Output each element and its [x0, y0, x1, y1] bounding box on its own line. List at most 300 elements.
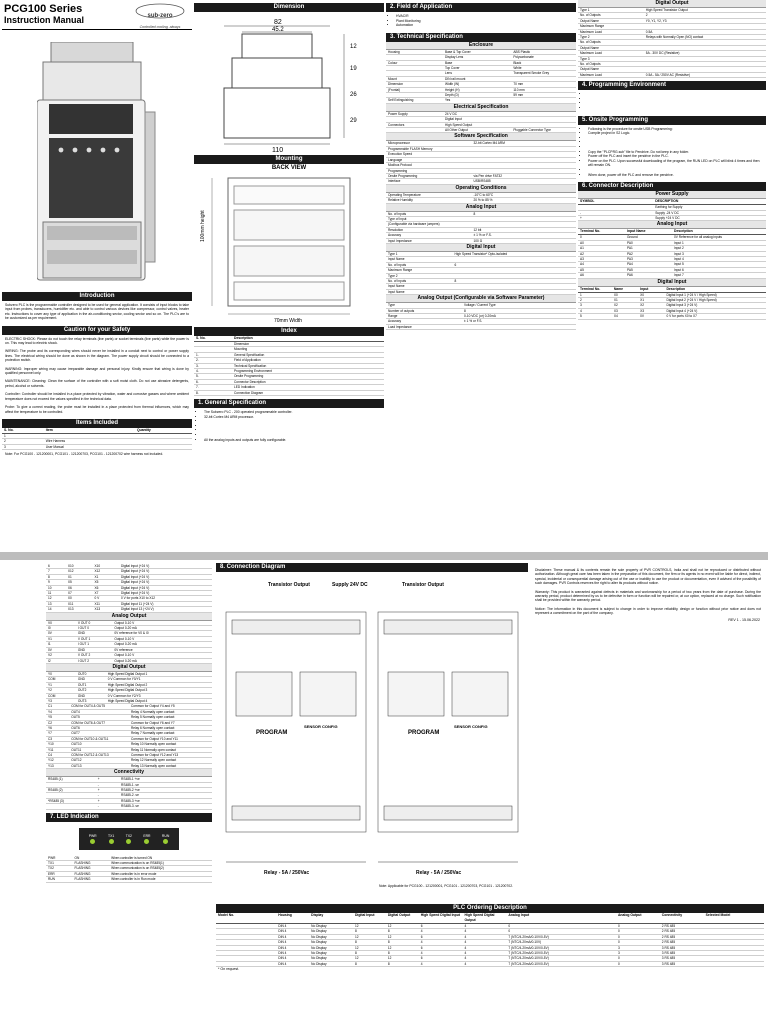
led-cell: PWR — [48, 855, 56, 860]
relay-output-cell: Relay 11 Normally open contact — [130, 747, 176, 752]
safety-paragraph: WARNING: Improper wiring may cause irreparable damage and personal injury. Kindly ensure that wiring is done by qualified personnel only. — [5, 366, 189, 376]
software-cell — [472, 158, 577, 162]
analog-input-conn-cell: Input 4 — [674, 257, 684, 262]
connectivity-cell: - — [97, 793, 99, 798]
analog-output-conn-cell: 0V — [48, 647, 52, 652]
onsite-step-item: • When done, power off the PLC and remove the pendrive. — [588, 173, 763, 178]
connectivity-cell: + — [97, 777, 100, 782]
led-panel — [46, 824, 212, 854]
ordering-cell: 8 — [354, 961, 357, 966]
digital-input-conn-cell: 5 — [580, 314, 582, 319]
connectivity-cell: RS485-3 +ve — [121, 798, 140, 803]
relay-output-cell: OUT10 — [71, 742, 82, 747]
enclosure-cell: Lens — [445, 71, 452, 76]
items-column-header: S. No. — [4, 427, 14, 432]
digital-output-conn-cell: GND — [77, 693, 85, 698]
analog-output-conn-table — [46, 621, 212, 664]
items-column-header: Quantity — [136, 427, 151, 432]
digital-input-continued-cell: X10 — [94, 564, 101, 568]
relay-output-cell: C4 — [48, 753, 53, 757]
digital-input-conn-cell: X2 — [613, 303, 618, 308]
enclosure-cell: Base — [445, 60, 453, 65]
items-cell — [135, 439, 192, 443]
digital-output-spec-cell: Type 3 — [580, 56, 590, 61]
ordering-cell: 4 — [464, 940, 467, 945]
ordering-cell — [216, 940, 276, 944]
digital-output-spec-cell: No. of Outputs — [580, 62, 601, 67]
digital-output-spec-cell: 0.5A — [645, 29, 653, 34]
digital-input-continued-table — [46, 564, 212, 613]
tech-spec-header: 3. Technical Specification — [386, 33, 576, 42]
software-cell — [472, 163, 577, 167]
analog-input-cell: Resolution — [388, 227, 404, 232]
relay-output-cell: Common for Output Y4 and Y5 — [130, 704, 175, 709]
digital-input-cell: 8 — [454, 279, 457, 283]
ordering-cell: 3 RS 485 — [661, 961, 676, 966]
digital-output-spec-table — [578, 8, 766, 78]
index-cell: 4. — [196, 369, 199, 374]
led-indicator — [162, 834, 169, 844]
digital-input-continued-cell: Digital Input (+24 V) — [121, 574, 150, 579]
digital-input-conn-cell: Digital Input 3 (+24 V) — [666, 303, 698, 308]
column-connectors — [578, 0, 766, 552]
electrical-cell: All Other Output — [445, 128, 468, 133]
analog-input-conn-cell: PA5 — [627, 267, 633, 272]
digital-input-table — [386, 252, 576, 295]
dg-relay-r-label: Relay - 5A / 250Vac — [416, 870, 462, 876]
mounting-drawing-svg — [194, 172, 384, 324]
dg-prog-l-label: PROGRAM — [256, 730, 288, 736]
ordering-cell: 0 — [508, 924, 511, 928]
ordering-cell — [704, 929, 764, 933]
connectivity-cell: + — [97, 798, 100, 803]
digital-output-spec-cell: Y0, Y1, Y2, Y3 — [645, 18, 667, 23]
dimension-drawing-svg — [194, 12, 384, 152]
digital-input-conn-cell: X1 — [613, 298, 618, 303]
analog-input-conn-cell: PA0 — [627, 240, 633, 245]
plc-device-illustration — [37, 42, 157, 282]
digital-input-continued-cell: Digital Input (+24 V) — [121, 564, 150, 568]
digital-input-continued-cell: X1 — [67, 574, 72, 579]
digital-input-continued-cell: X5 — [67, 580, 72, 585]
ordering-cell: DIN 4 — [278, 934, 287, 939]
analog-input-conn-cell: PA4 — [627, 262, 633, 267]
digital-input-conn-row — [578, 314, 766, 319]
analog-output-conn-cell: Output 0-10 V — [114, 636, 135, 641]
digital-input-continued-cell: 13 — [48, 601, 52, 606]
led-cell: When controller is turned ON — [111, 855, 153, 860]
connectivity-cell: RS485-2 +ve — [121, 788, 140, 793]
analog-input-cell: No. of Inputs — [388, 211, 407, 216]
onsite-header: 5. Onsite Programming — [578, 116, 766, 125]
items-cell: User Manual — [45, 444, 64, 449]
connectivity-cell: *RS485 (3) — [48, 798, 64, 803]
device-image — [2, 34, 192, 289]
electrical-cell — [386, 117, 443, 121]
dimension-drawing — [194, 12, 384, 152]
onsite-step-item: • Following is the procedure for onsite USB Programming: — [588, 127, 763, 132]
index-cell: 7. — [196, 385, 199, 390]
index-cell: 1. — [196, 352, 199, 357]
analog-input-conn-cell: Input 7 — [674, 273, 684, 278]
software-cell: via Pen drive FAT32 — [473, 173, 502, 178]
digital-input-continued-cell: Digital Input 13 (+24 V) — [121, 607, 154, 612]
ordering-column-header: Analog Output — [617, 913, 642, 917]
digital-input-conn-cell: Digital Input 1 (+24 V / High Speed) — [666, 292, 717, 297]
led-cell: ON — [74, 855, 80, 860]
analog-input-conn-cell: A3 — [580, 257, 584, 262]
ordering-cell: 2 RS 485 — [661, 924, 676, 928]
relay-output-cell: OUT12 — [71, 758, 82, 763]
mount-height-label: 100mm height — [200, 210, 206, 242]
digital-output-conn-cell: High Speed Digital Output 3 — [107, 688, 148, 693]
connectivity-cell: - — [97, 804, 99, 809]
digital-input-continued-cell: 7 — [48, 569, 50, 574]
ordering-cell: 12 — [354, 956, 359, 961]
led-indicator — [126, 834, 132, 844]
ordering-cell: DIN 4 — [278, 961, 287, 966]
analog-input-conn-cell: A5 — [580, 267, 584, 272]
digital-input-continued-cell: X13 — [67, 607, 74, 612]
digital-input-continued-cell: X1 — [94, 574, 99, 579]
ordering-footnote: * On request. — [218, 967, 240, 972]
ordering-cell — [704, 924, 764, 928]
digital-input-continued-cell: Digital Input (+24 V) — [121, 580, 150, 585]
enclosure-cell — [386, 55, 443, 59]
led-cell: ERR — [48, 871, 55, 876]
digital-input-conn-cell: X3 — [613, 308, 618, 313]
enclosure-cell: Black — [513, 60, 522, 65]
analog-output-conn-cell: V OUT 2 — [77, 653, 91, 658]
ordering-cell: 0 — [617, 961, 620, 966]
digital-input-conn-cell: 0 V for ports X0 to X7 — [666, 314, 697, 319]
led-cell: When controller is in error mode — [111, 871, 157, 876]
digital-input-cell: Maximum Range — [388, 268, 413, 273]
analog-output-conn-cell: V1 — [48, 636, 52, 641]
items-cell — [135, 434, 192, 438]
digital-input-cell: 6 — [454, 262, 457, 267]
ordering-cell: 4 — [420, 961, 423, 966]
ordering-cell: 4 — [464, 924, 467, 928]
dg-to-r-label: Transistor Output — [402, 582, 444, 588]
sheet-separator — [0, 552, 768, 560]
digital-output-conn-cell: 0 V Common for Y2/Y3 — [107, 693, 141, 698]
power-supply-cell — [578, 205, 653, 209]
analog-input-conn-cell: PA2 — [627, 251, 633, 256]
connectivity-cell: RS485 (2) — [48, 788, 63, 793]
manual-title: Instruction Manual — [4, 15, 85, 25]
general-spec-header: 1. General Specification — [194, 399, 384, 408]
digital-input-conn-cell: 4 — [580, 308, 582, 313]
ordering-cell: 0 — [508, 929, 511, 934]
digital-input-cell — [453, 268, 577, 272]
digital-input-conn-cell: Digital Input 2 (+24 V / High Speed) — [666, 298, 717, 303]
digital-input-cell: No. of Inputs — [388, 279, 407, 283]
led-label: PWR — [88, 833, 97, 838]
index-cell: 2. — [196, 358, 199, 363]
relay-output-cell: COM for OUT12 & OUT13 — [71, 753, 109, 757]
index-cell: 5. — [196, 374, 199, 379]
analog-output-conn-cell: 0V reference for V0 & I0 — [114, 631, 149, 636]
digital-output-conn-cell: High Speed Digital Output 1 — [107, 671, 148, 676]
ordering-cell: No Display — [311, 934, 327, 939]
electrical-cell — [511, 112, 576, 116]
connectivity-cell — [46, 793, 96, 797]
connectivity-cell: RS485-2 -ve — [121, 793, 139, 798]
enclosure-cell: Colour — [388, 60, 398, 65]
dim82-label: 82 — [274, 19, 282, 26]
ordering-cell: 4 — [464, 934, 467, 939]
index-cell: LED Indication — [234, 385, 255, 390]
index-cell: Onsite Programming — [234, 374, 264, 379]
enclosure-cell: Self Extinguishing — [388, 98, 414, 103]
ordering-cell: 3 RS 485 — [661, 956, 676, 961]
digital-input-conn-cell: X2 — [640, 303, 645, 308]
digital-input-continued-cell: Digital Input (+24 V) — [121, 569, 150, 574]
digital-input-conn-subheader: Digital Input — [578, 279, 766, 287]
electrical-table — [386, 112, 576, 134]
led-indicator — [108, 834, 114, 844]
items-header: Items Included — [2, 419, 192, 428]
ordering-cell: 4 — [464, 951, 467, 956]
digital-output-spec-row — [578, 73, 766, 78]
connectivity-cell — [46, 783, 96, 787]
electrical-subheader: Electrical Specification — [386, 104, 576, 112]
ordering-column-header: Digital Output — [387, 913, 411, 917]
relay-output-cell: Relay 5 Normally open contact — [130, 715, 175, 720]
ordering-cell: 3 RS 485 — [661, 945, 676, 950]
ordering-cell — [216, 929, 276, 933]
led-label: TX2 — [125, 833, 132, 838]
ordering-cell — [216, 924, 276, 928]
analog-output-conn-cell: Output 0-20 mA — [114, 642, 137, 647]
digital-output-conn-cell: COM — [48, 693, 56, 698]
digital-output-spec-cell: High Speed Transistor Output — [645, 8, 688, 12]
items-cell: 3 — [4, 444, 6, 449]
analog-input-conn-cell: A1 — [580, 246, 584, 251]
digital-input-continued-cell: 9 — [48, 580, 50, 585]
relay-output-cell: OUT13 — [71, 763, 82, 768]
software-cell: Programmable FLASH Memory — [388, 146, 433, 151]
digital-input-continued-cell: 0 V — [94, 596, 100, 601]
enclosure-cell: Base & Top Cover — [445, 49, 471, 54]
diagram-note: Note: Applicable for PCG100 - 121200001, PCG101 - 121200703, PCG101 - 121200702. — [379, 884, 514, 888]
ordering-cell — [704, 962, 764, 966]
ordering-cell: 4 — [420, 951, 423, 956]
analog-output-conn-cell: I1 — [48, 642, 51, 647]
safety-paragraph: Probe: To give a correct reading, the probe must be installed in a place protected from thermal influences, which may affect the temperature to be controlled. — [5, 405, 189, 414]
relay-output-cell: Y6 — [48, 725, 52, 730]
analog-output-conn-cell: I OUT 0 — [77, 626, 89, 631]
analog-out-cell: Type — [388, 303, 395, 308]
digital-output-spec-cell: No. of Outputs — [580, 40, 601, 45]
digital-output-spec-cell: Maximum Load — [580, 29, 602, 34]
ordering-cell: 7 (NTC/4-20mA/0-10V/0-5V) — [508, 934, 549, 939]
digital-output-spec-cell: Output Name — [580, 67, 599, 72]
prog-env-header: 4. Programming Environment — [578, 81, 766, 90]
relay-output-cell: Relay 10 Normally open contact — [130, 742, 177, 747]
dim110-label: 110 — [272, 147, 284, 152]
ordering-cell: No Display — [311, 956, 327, 961]
ordering-cell: 7 (NTC/4-20mA/0-10V/0-5V) — [508, 945, 549, 950]
ordering-cell — [704, 935, 764, 939]
connectivity-cell: RS485 (1) — [48, 777, 63, 782]
digital-input-continued-cell: X6 — [94, 585, 99, 590]
index-cell: General Specification — [234, 352, 265, 357]
power-supply-column-header: SYMBOL — [580, 199, 595, 204]
digital-output-spec-cell: No. of Outputs — [580, 13, 601, 18]
digital-output-spec-cell: Output Name — [580, 18, 599, 23]
led-label: ERR — [143, 833, 151, 838]
connection-diagram-svg — [216, 572, 528, 894]
digital-input-continued-cell: X12 — [67, 569, 74, 574]
safety-paragraph: ELECTRIC SHOCK: Please do not touch the relay terminals (live parts) or socket terminals (live parts) while the power is on. This may lead to electric shock. — [5, 336, 189, 346]
digital-input-conn-cell: Digital Input 4 (+24 V) — [666, 308, 698, 313]
digital-input-conn-column-header: Name — [613, 286, 624, 291]
led-cell: TX2 — [48, 866, 54, 871]
digital-output-spec-cell — [644, 46, 766, 50]
digital-input-cell — [453, 274, 577, 278]
ordering-cell — [216, 962, 276, 966]
enclosure-cell — [386, 93, 443, 97]
digital-output-spec-cell: Output Name — [580, 45, 599, 50]
digital-input-continued-cell: Digital Input 11 (+24 V) — [121, 601, 154, 606]
digital-output-conn-cell: GND — [77, 677, 85, 682]
ordering-column-header: Analog Input — [508, 913, 530, 917]
analog-input-conn-cell: 0V Reference for all analog inputs — [674, 235, 723, 240]
enclosure-cell: Width (W) — [445, 82, 460, 87]
ordering-cell — [704, 940, 764, 944]
operating-cell: 20 % to 85 % — [473, 198, 493, 203]
power-supply-table — [578, 199, 766, 221]
digital-input-cell — [453, 290, 577, 294]
ordering-header: PLC Ordering Description — [216, 904, 764, 913]
ordering-cell: 7 (NTC/4-20mA/0-10V) — [508, 940, 542, 945]
digital-input-conn-cell: 0V — [640, 314, 645, 319]
analog-input-cell — [472, 222, 577, 226]
led-cell: FLASHING — [74, 877, 91, 882]
digital-output-spec-cell: Relays with Normally Open (NO) contact — [645, 35, 704, 40]
enclosure-cell: Housing — [388, 49, 400, 54]
safety-paragraph: MAINTENANCE: Cleaning: Clean the surface of the controller with a soft moist cloth. Do not use abrasive detergents, petrol, alcohol or solvents. — [5, 379, 189, 388]
enclosure-subheader: Enclosure — [386, 42, 576, 50]
index-cell: 3. — [196, 363, 199, 368]
relay-output-cell: OUT11 — [71, 747, 82, 752]
software-cell: Interface — [388, 179, 401, 184]
ordering-cell — [216, 956, 276, 960]
digital-input-subheader: Digital Input — [386, 244, 576, 252]
digital-output-conn-cell: OUT3 — [77, 698, 87, 703]
digital-output-conn-cell: COM — [48, 677, 56, 682]
enclosure-cell — [511, 77, 576, 81]
ordering-table — [216, 913, 764, 967]
ordering-cell: No Display — [311, 940, 327, 945]
digital-input-cell: Input Name — [388, 257, 405, 262]
analog-input-conn-cell: Input 1 — [674, 240, 684, 245]
led-dot-icon — [126, 839, 131, 844]
analog-input-conn-cell: PA1 — [627, 246, 633, 251]
analog-input-table — [386, 212, 576, 244]
safety-header: Caution for your Safety — [2, 326, 192, 335]
onsite-step-item: • Power on the PLC. Upon successful downloading of the program, the RUN LED on PLC will blink 4 times and then will remain ON. — [588, 159, 763, 168]
field-app-item: • HVAC/R — [396, 14, 573, 19]
items-column-header: Item — [45, 427, 53, 432]
enclosure-cell: 59 mm — [513, 93, 524, 98]
digital-input-continued-cell: X10 — [67, 564, 74, 568]
ordering-cell: 4 — [464, 956, 467, 961]
digital-output-spec-cell — [644, 57, 766, 61]
brand-tagline: Controlled cooling, always — [139, 25, 181, 29]
mounting-drawing — [194, 172, 384, 324]
index-cell — [194, 347, 232, 351]
power-supply-cell: - — [580, 210, 582, 215]
enclosure-cell: Top Cover — [445, 66, 460, 70]
analog-input-conn-cell: PA3 — [627, 257, 633, 262]
digital-input-continued-cell: 11 — [48, 591, 52, 596]
analog-input-conn-cell: Input 5 — [674, 262, 684, 267]
dg-prog-r-label: PROGRAM — [408, 730, 440, 736]
operating-cell: -10°C to 60°C — [473, 192, 494, 197]
index-row — [194, 391, 384, 396]
digital-input-continued-cell: X5 — [94, 580, 99, 585]
brand-name: sub-zero — [147, 13, 173, 19]
safety-list — [2, 335, 192, 416]
intro-text: Subzero PLC is the programmable controller designed to be used for general application. It consists of input blocks to take input from probes, transducers, humidifier etc. and able to control various devices like compressor, control valves, heater etc. Instructions to cover any type of application in the air-conditioning sector, cooling sector and so on. The PLC's are to be customized as per requirement. — [5, 303, 189, 321]
digital-input-conn-cell: X0 — [640, 292, 645, 297]
ordering-cell: 4 — [464, 945, 467, 950]
enclosure-cell — [386, 66, 443, 70]
software-cell — [472, 169, 577, 173]
connectivity-row — [46, 804, 212, 809]
ordering-cell: 12 — [354, 934, 359, 939]
analog-input-conn-column-header: Terminal No. — [580, 229, 601, 234]
digital-input-cell — [453, 284, 577, 288]
software-cell: Language — [388, 157, 403, 162]
analog-output-conn-cell: GND — [77, 631, 85, 636]
ordering-cell: 12 — [387, 956, 392, 961]
ordering-cell: DIN 4 — [278, 956, 287, 961]
led-table — [46, 856, 212, 883]
ordering-column-header: Display — [311, 913, 324, 917]
analog-input-conn-cell: Input 3 — [674, 251, 684, 256]
analog-output-conn-cell: I OUT 1 — [77, 642, 89, 647]
ordering-cell: 8 — [354, 940, 357, 945]
analog-output-conn-cell: Output 0-10 V — [114, 620, 135, 625]
digital-input-conn-cell: X0 — [613, 292, 618, 297]
ordering-cell — [704, 956, 764, 960]
index-cell: Field of Application — [234, 358, 261, 363]
dim45-label: 45.2 — [272, 27, 284, 33]
ordering-cell: 8 — [354, 951, 357, 956]
relay-output-cell: Common for Output Y12 and Y13 — [130, 753, 179, 757]
dim29-label: 29 — [350, 118, 357, 124]
relay-output-cell: OUT7 — [71, 731, 80, 736]
digital-input-continued-cell: X11 — [94, 601, 100, 606]
digital-input-continued-cell: X0 — [67, 596, 72, 601]
mounting-header: Mounting — [194, 155, 384, 164]
ordering-cell: 7 (NTC/4-20mA/0-10V/0-5V) — [508, 961, 549, 966]
analog-out-cell: 8 — [464, 308, 466, 313]
digital-input-cell: Type 2 — [388, 273, 398, 278]
led-dot-icon — [90, 839, 95, 844]
items-cell: Wire Harness — [45, 439, 66, 444]
dg-to-l-label: Transistor Output — [268, 582, 310, 588]
analog-out-table — [386, 303, 576, 330]
power-supply-subheader: Power Supply — [578, 191, 766, 199]
relay-output-cell: Y5 — [48, 715, 52, 720]
relay-output-cell: Y12 — [48, 758, 54, 763]
analog-input-conn-cell: A2 — [580, 251, 584, 256]
